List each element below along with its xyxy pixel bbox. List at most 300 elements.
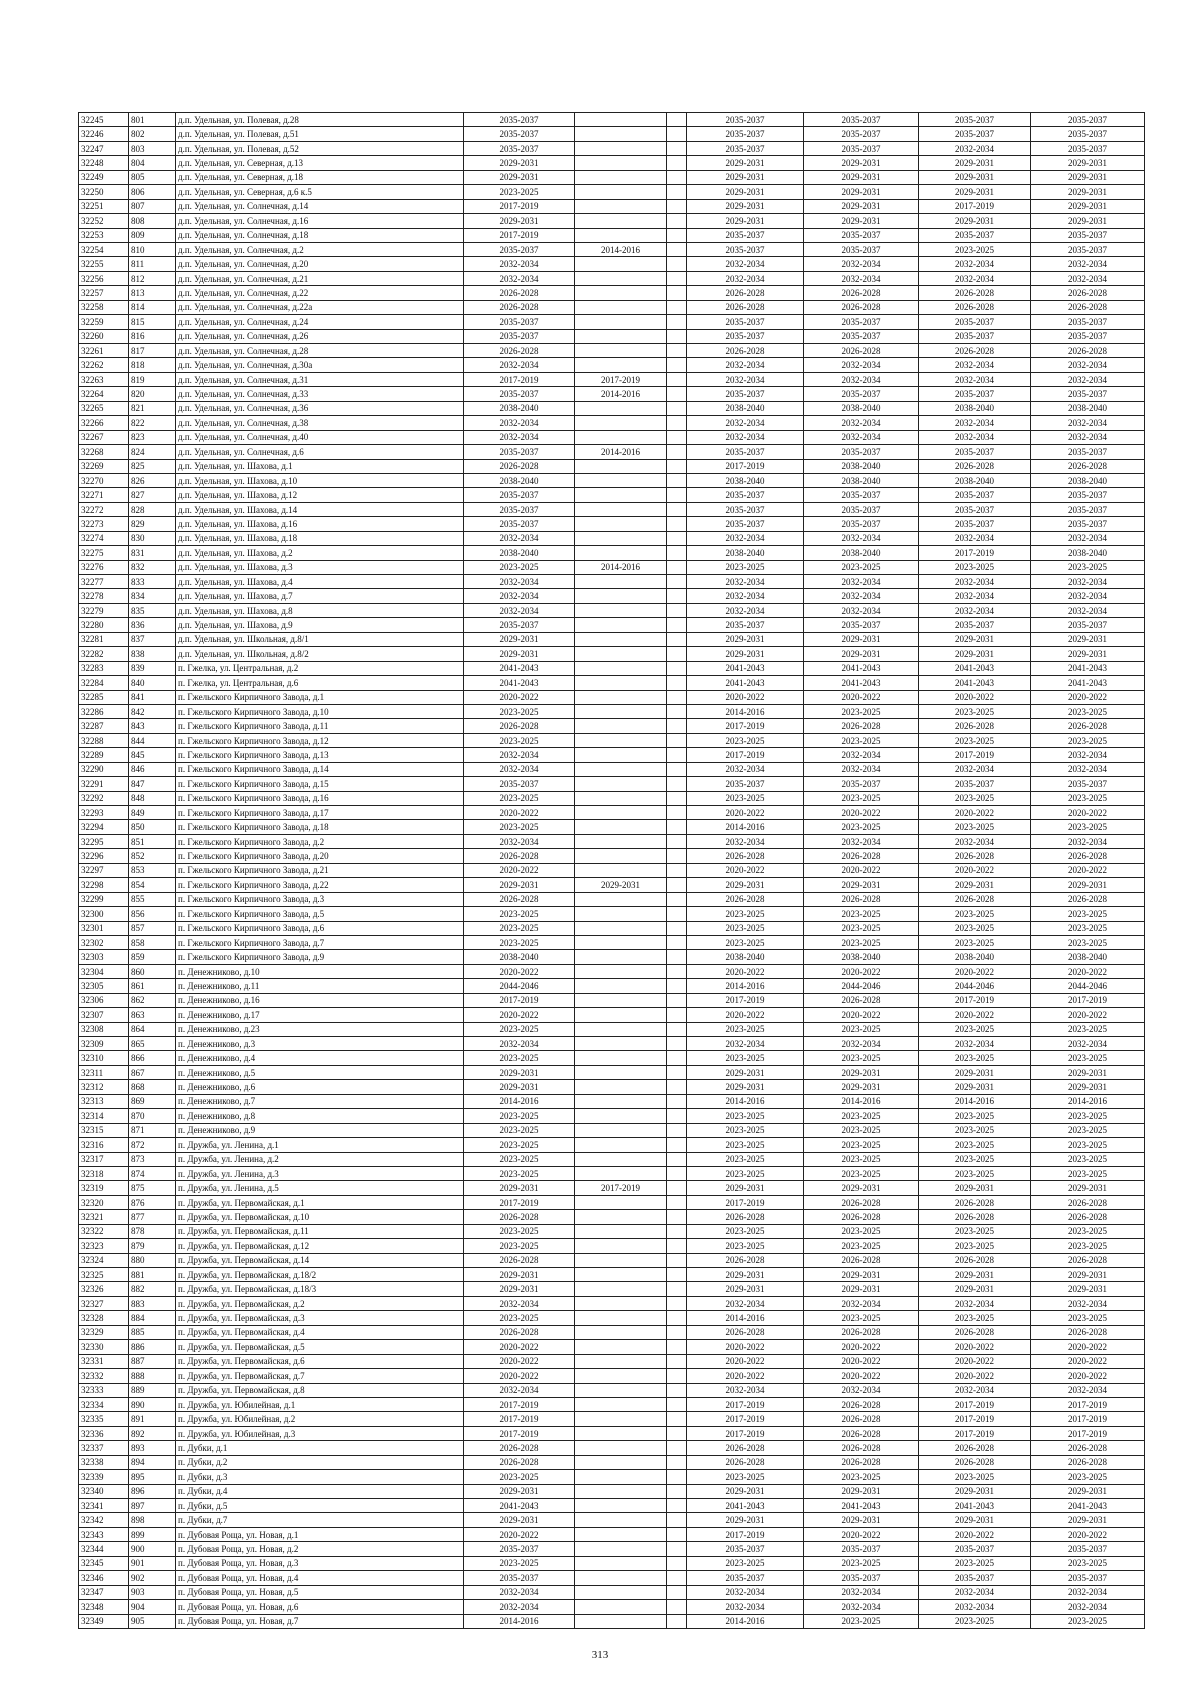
building-number-cell: 870 (129, 1109, 176, 1123)
period-5-cell: 2023-2025 (919, 733, 1031, 747)
row-number-cell: 32273 (79, 517, 129, 531)
period-6-cell: 2023-2025 (1031, 1138, 1145, 1152)
address-cell: п. Денежниково, д.4 (176, 1051, 464, 1065)
period-5-cell: 2038-2040 (919, 473, 1031, 487)
period-2-cell (575, 1022, 667, 1036)
spacer-cell (667, 502, 687, 516)
address-cell: д.п. Удельная, ул. Полевая, д.52 (176, 141, 464, 155)
period-6-cell: 2032-2034 (1031, 531, 1145, 545)
period-1-cell: 2041-2043 (464, 676, 575, 690)
table-row (79, 1542, 1145, 1556)
row-number-cell: 32264 (79, 387, 129, 401)
building-number-cell: 839 (129, 661, 176, 675)
table-row (79, 806, 1145, 820)
period-4-cell: 2026-2028 (804, 1441, 919, 1455)
period-5-cell: 2026-2028 (919, 286, 1031, 300)
period-6-cell: 2029-2031 (1031, 1080, 1145, 1094)
period-5-cell: 2029-2031 (919, 1065, 1031, 1079)
spacer-cell (667, 1556, 687, 1570)
period-2-cell (575, 1138, 667, 1152)
building-number-cell: 802 (129, 127, 176, 141)
spacer-cell (667, 546, 687, 560)
period-5-cell: 2032-2034 (919, 762, 1031, 776)
period-4-cell: 2023-2025 (804, 1138, 919, 1152)
spacer-cell (667, 1354, 687, 1368)
period-5-cell: 2026-2028 (919, 344, 1031, 358)
address-cell: п. Гжельского Кирпичного Завода, д.18 (176, 820, 464, 834)
period-6-cell: 2032-2034 (1031, 430, 1145, 444)
table-row (79, 445, 1145, 459)
building-number-cell: 840 (129, 676, 176, 690)
spacer-cell (667, 473, 687, 487)
row-number-cell: 32277 (79, 575, 129, 589)
period-6-cell: 2026-2028 (1031, 1325, 1145, 1339)
row-number-cell: 32324 (79, 1253, 129, 1267)
table-row (79, 1210, 1145, 1224)
period-2-cell: 2014-2016 (575, 387, 667, 401)
period-4-cell: 2023-2025 (804, 1152, 919, 1166)
period-6-cell: 2035-2037 (1031, 127, 1145, 141)
row-number-cell: 32246 (79, 127, 129, 141)
table-row (79, 1282, 1145, 1296)
period-4-cell: 2038-2040 (804, 401, 919, 415)
period-6-cell: 2023-2025 (1031, 1109, 1145, 1123)
period-2-cell: 2029-2031 (575, 878, 667, 892)
period-2-cell (575, 156, 667, 170)
address-cell: д.п. Удельная, ул. Шахова, д.16 (176, 517, 464, 531)
row-number-cell: 32302 (79, 935, 129, 949)
period-5-cell: 2035-2037 (919, 517, 1031, 531)
table-row (79, 1600, 1145, 1614)
period-6-cell: 2038-2040 (1031, 401, 1145, 415)
period-6-cell: 2032-2034 (1031, 416, 1145, 430)
table-row (79, 1614, 1145, 1628)
period-2-cell (575, 1253, 667, 1267)
spacer-cell (667, 690, 687, 704)
table-row (79, 127, 1145, 141)
address-cell: д.п. Удельная, ул. Солнечная, д.38 (176, 416, 464, 430)
period-3-cell: 2032-2034 (687, 257, 804, 271)
spacer-cell (667, 459, 687, 473)
period-2-cell (575, 1008, 667, 1022)
period-6-cell: 2026-2028 (1031, 1441, 1145, 1455)
spacer-cell (667, 676, 687, 690)
address-cell: п. Дубки, д.3 (176, 1470, 464, 1484)
period-2-cell (575, 1080, 667, 1094)
period-3-cell: 2014-2016 (687, 1614, 804, 1628)
table-row (79, 502, 1145, 516)
period-3-cell: 2020-2022 (687, 1340, 804, 1354)
table-row (79, 214, 1145, 228)
row-number-cell: 32338 (79, 1455, 129, 1469)
period-6-cell: 2023-2025 (1031, 1022, 1145, 1036)
row-number-cell: 32296 (79, 849, 129, 863)
period-2-cell (575, 488, 667, 502)
period-5-cell: 2029-2031 (919, 1268, 1031, 1282)
period-1-cell: 2020-2022 (464, 1340, 575, 1354)
period-5-cell: 2020-2022 (919, 1527, 1031, 1541)
period-6-cell: 2041-2043 (1031, 1499, 1145, 1513)
building-number-cell: 812 (129, 271, 176, 285)
period-2-cell (575, 1513, 667, 1527)
period-2-cell (575, 473, 667, 487)
spacer-cell (667, 445, 687, 459)
period-5-cell: 2032-2034 (919, 589, 1031, 603)
table-row (79, 935, 1145, 949)
address-cell: д.п. Удельная, ул. Шахова, д.4 (176, 575, 464, 589)
period-3-cell: 2017-2019 (687, 748, 804, 762)
period-2-cell (575, 806, 667, 820)
period-6-cell: 2029-2031 (1031, 1268, 1145, 1282)
row-number-cell: 32288 (79, 733, 129, 747)
period-5-cell: 2017-2019 (919, 748, 1031, 762)
period-1-cell: 2026-2028 (464, 1210, 575, 1224)
period-5-cell: 2029-2031 (919, 214, 1031, 228)
period-3-cell: 2026-2028 (687, 286, 804, 300)
period-4-cell: 2029-2031 (804, 170, 919, 184)
address-cell: д.п. Удельная, ул. Солнечная, д.16 (176, 214, 464, 228)
period-3-cell: 2023-2025 (687, 1138, 804, 1152)
building-number-cell: 896 (129, 1484, 176, 1498)
period-1-cell: 2032-2034 (464, 416, 575, 430)
period-5-cell: 2023-2025 (919, 1239, 1031, 1253)
period-5-cell: 2017-2019 (919, 1426, 1031, 1440)
period-6-cell: 2023-2025 (1031, 1311, 1145, 1325)
period-6-cell: 2023-2025 (1031, 1224, 1145, 1238)
period-4-cell: 2014-2016 (804, 1094, 919, 1108)
period-6-cell: 2035-2037 (1031, 1571, 1145, 1585)
period-2-cell (575, 575, 667, 589)
period-2-cell (575, 647, 667, 661)
period-5-cell: 2029-2031 (919, 1484, 1031, 1498)
spacer-cell (667, 1065, 687, 1079)
period-6-cell: 2020-2022 (1031, 863, 1145, 877)
building-number-cell: 852 (129, 849, 176, 863)
period-2-cell (575, 1094, 667, 1108)
building-number-cell: 823 (129, 430, 176, 444)
table-row (79, 1325, 1145, 1339)
period-3-cell: 2023-2025 (687, 1470, 804, 1484)
period-4-cell: 2023-2025 (804, 1109, 919, 1123)
building-number-cell: 806 (129, 185, 176, 199)
row-number-cell: 32268 (79, 445, 129, 459)
period-4-cell: 2038-2040 (804, 950, 919, 964)
period-2-cell (575, 1037, 667, 1051)
building-number-cell: 873 (129, 1152, 176, 1166)
spacer-cell (667, 430, 687, 444)
period-4-cell: 2020-2022 (804, 1008, 919, 1022)
period-4-cell: 2035-2037 (804, 618, 919, 632)
period-4-cell: 2038-2040 (804, 459, 919, 473)
period-1-cell: 2017-2019 (464, 228, 575, 242)
spacer-cell (667, 228, 687, 242)
building-number-cell: 829 (129, 517, 176, 531)
row-number-cell: 32332 (79, 1369, 129, 1383)
period-3-cell: 2020-2022 (687, 690, 804, 704)
period-4-cell: 2023-2025 (804, 1123, 919, 1137)
period-4-cell: 2029-2031 (804, 199, 919, 213)
period-6-cell: 2032-2034 (1031, 271, 1145, 285)
period-1-cell: 2023-2025 (464, 1152, 575, 1166)
table-row (79, 416, 1145, 430)
period-4-cell: 2023-2025 (804, 935, 919, 949)
period-2-cell (575, 964, 667, 978)
building-number-cell: 877 (129, 1210, 176, 1224)
period-6-cell: 2035-2037 (1031, 618, 1145, 632)
period-6-cell: 2035-2037 (1031, 113, 1145, 127)
row-number-cell: 32337 (79, 1441, 129, 1455)
period-3-cell: 2017-2019 (687, 993, 804, 1007)
table-row (79, 199, 1145, 213)
table-row (79, 1571, 1145, 1585)
address-cell: п. Гжелка, ул. Центральная, д.2 (176, 661, 464, 675)
building-number-cell: 885 (129, 1325, 176, 1339)
period-6-cell: 2020-2022 (1031, 806, 1145, 820)
address-cell: д.п. Удельная, ул. Солнечная, д.20 (176, 257, 464, 271)
row-number-cell: 32349 (79, 1614, 129, 1628)
period-3-cell: 2023-2025 (687, 1556, 804, 1570)
period-3-cell: 2032-2034 (687, 531, 804, 545)
period-4-cell: 2023-2025 (804, 1166, 919, 1180)
period-4-cell: 2032-2034 (804, 762, 919, 776)
period-1-cell: 2029-2031 (464, 1484, 575, 1498)
period-6-cell: 2020-2022 (1031, 1527, 1145, 1541)
period-5-cell: 2038-2040 (919, 401, 1031, 415)
spacer-cell (667, 315, 687, 329)
period-5-cell: 2032-2034 (919, 575, 1031, 589)
spacer-cell (667, 1527, 687, 1541)
period-4-cell: 2029-2031 (804, 156, 919, 170)
period-2-cell: 2014-2016 (575, 445, 667, 459)
period-3-cell: 2029-2031 (687, 199, 804, 213)
period-4-cell: 2035-2037 (804, 127, 919, 141)
period-2-cell (575, 618, 667, 632)
table-row (79, 401, 1145, 415)
period-5-cell: 2017-2019 (919, 1397, 1031, 1411)
period-2-cell (575, 344, 667, 358)
period-2-cell (575, 1412, 667, 1426)
period-3-cell: 2020-2022 (687, 1369, 804, 1383)
period-1-cell: 2014-2016 (464, 1614, 575, 1628)
row-number-cell: 32336 (79, 1426, 129, 1440)
period-4-cell: 2026-2028 (804, 892, 919, 906)
period-5-cell: 2023-2025 (919, 560, 1031, 574)
period-3-cell: 2035-2037 (687, 618, 804, 632)
period-4-cell: 2035-2037 (804, 242, 919, 256)
period-3-cell: 2023-2025 (687, 1022, 804, 1036)
row-number-cell: 32261 (79, 344, 129, 358)
spacer-cell (667, 560, 687, 574)
period-5-cell: 2032-2034 (919, 1037, 1031, 1051)
period-4-cell: 2026-2028 (804, 1195, 919, 1209)
period-5-cell: 2023-2025 (919, 1224, 1031, 1238)
period-2-cell (575, 1224, 667, 1238)
period-5-cell: 2035-2037 (919, 329, 1031, 343)
building-number-cell: 886 (129, 1340, 176, 1354)
period-1-cell: 2032-2034 (464, 762, 575, 776)
period-3-cell: 2029-2031 (687, 632, 804, 646)
period-5-cell: 2017-2019 (919, 993, 1031, 1007)
building-number-cell: 856 (129, 907, 176, 921)
period-2-cell (575, 300, 667, 314)
period-4-cell: 2020-2022 (804, 1340, 919, 1354)
address-cell: п. Гжельского Кирпичного Завода, д.12 (176, 733, 464, 747)
address-cell: п. Дубовая Роща, ул. Новая, д.3 (176, 1556, 464, 1570)
period-3-cell: 2017-2019 (687, 1397, 804, 1411)
period-1-cell: 2026-2028 (464, 459, 575, 473)
period-1-cell: 2035-2037 (464, 387, 575, 401)
row-number-cell: 32297 (79, 863, 129, 877)
spacer-cell (667, 1369, 687, 1383)
spacer-cell (667, 1585, 687, 1599)
period-5-cell: 2041-2043 (919, 1499, 1031, 1513)
address-cell: п. Дружба, ул. Первомайская, д.11 (176, 1224, 464, 1238)
period-3-cell: 2023-2025 (687, 1109, 804, 1123)
period-5-cell: 2032-2034 (919, 834, 1031, 848)
period-1-cell: 2032-2034 (464, 1585, 575, 1599)
address-cell: п. Денежниково, д.17 (176, 1008, 464, 1022)
spacer-cell (667, 661, 687, 675)
period-5-cell: 2020-2022 (919, 806, 1031, 820)
table-row (79, 488, 1145, 502)
address-cell: п. Дружба, ул. Первомайская, д.2 (176, 1296, 464, 1310)
address-cell: д.п. Удельная, ул. Солнечная, д.22 (176, 286, 464, 300)
table-row (79, 113, 1145, 127)
period-2-cell (575, 286, 667, 300)
building-number-cell: 848 (129, 791, 176, 805)
period-3-cell: 2029-2031 (687, 214, 804, 228)
period-2-cell (575, 1354, 667, 1368)
period-3-cell: 2020-2022 (687, 806, 804, 820)
period-5-cell: 2026-2028 (919, 1325, 1031, 1339)
table-row (79, 329, 1145, 343)
period-5-cell: 2035-2037 (919, 618, 1031, 632)
spacer-cell (667, 329, 687, 343)
period-3-cell: 2029-2031 (687, 1181, 804, 1195)
building-number-cell: 881 (129, 1268, 176, 1282)
address-cell: п. Дубовая Роща, ул. Новая, д.2 (176, 1542, 464, 1556)
spacer-cell (667, 849, 687, 863)
period-6-cell: 2038-2040 (1031, 546, 1145, 560)
address-cell: п. Дружба, ул. Первомайская, д.18/3 (176, 1282, 464, 1296)
period-6-cell: 2023-2025 (1031, 921, 1145, 935)
address-cell: п. Денежниково, д.6 (176, 1080, 464, 1094)
address-cell: п. Гжельского Кирпичного Завода, д.2 (176, 834, 464, 848)
period-3-cell: 2020-2022 (687, 964, 804, 978)
period-6-cell: 2032-2034 (1031, 1585, 1145, 1599)
period-4-cell: 2026-2028 (804, 286, 919, 300)
period-3-cell: 2017-2019 (687, 1426, 804, 1440)
spacer-cell (667, 1426, 687, 1440)
period-6-cell: 2032-2034 (1031, 372, 1145, 386)
row-number-cell: 32309 (79, 1037, 129, 1051)
period-5-cell: 2029-2031 (919, 1181, 1031, 1195)
period-3-cell: 2035-2037 (687, 517, 804, 531)
spacer-cell (667, 1600, 687, 1614)
table-row (79, 1527, 1145, 1541)
building-number-cell: 819 (129, 372, 176, 386)
period-5-cell: 2023-2025 (919, 1614, 1031, 1628)
period-4-cell: 2020-2022 (804, 1354, 919, 1368)
spacer-cell (667, 300, 687, 314)
period-1-cell: 2029-2031 (464, 647, 575, 661)
row-number-cell: 32281 (79, 632, 129, 646)
period-5-cell: 2032-2034 (919, 1585, 1031, 1599)
row-number-cell: 32293 (79, 806, 129, 820)
period-3-cell: 2035-2037 (687, 488, 804, 502)
building-number-cell: 887 (129, 1354, 176, 1368)
address-cell: п. Денежниково, д.10 (176, 964, 464, 978)
period-5-cell: 2032-2034 (919, 1296, 1031, 1310)
period-2-cell (575, 1484, 667, 1498)
period-4-cell: 2023-2025 (804, 560, 919, 574)
address-cell: п. Дружба, ул. Первомайская, д.1 (176, 1195, 464, 1209)
period-6-cell: 2032-2034 (1031, 358, 1145, 372)
period-4-cell: 2023-2025 (804, 1239, 919, 1253)
row-number-cell: 32278 (79, 589, 129, 603)
building-number-cell: 804 (129, 156, 176, 170)
row-number-cell: 32294 (79, 820, 129, 834)
spacer-cell (667, 1022, 687, 1036)
period-1-cell: 2026-2028 (464, 344, 575, 358)
period-4-cell: 2029-2031 (804, 632, 919, 646)
address-cell: п. Денежниково, д.23 (176, 1022, 464, 1036)
address-cell: д.п. Удельная, ул. Солнечная, д.40 (176, 430, 464, 444)
building-number-cell: 855 (129, 892, 176, 906)
period-1-cell: 2029-2031 (464, 1268, 575, 1282)
table-row (79, 242, 1145, 256)
table-row (79, 1109, 1145, 1123)
period-1-cell: 2029-2031 (464, 1065, 575, 1079)
period-4-cell: 2026-2028 (804, 300, 919, 314)
period-3-cell: 2032-2034 (687, 603, 804, 617)
table-row (79, 834, 1145, 848)
address-cell: д.п. Удельная, ул. Шахова, д.3 (176, 560, 464, 574)
table-row (79, 517, 1145, 531)
table-row (79, 1080, 1145, 1094)
table-row (79, 921, 1145, 935)
period-3-cell: 2014-2016 (687, 1311, 804, 1325)
period-4-cell: 2029-2031 (804, 185, 919, 199)
spacer-cell (667, 141, 687, 155)
period-4-cell: 2023-2025 (804, 704, 919, 718)
address-cell: п. Денежниково, д.8 (176, 1109, 464, 1123)
spacer-cell (667, 1325, 687, 1339)
building-number-cell: 872 (129, 1138, 176, 1152)
building-number-cell: 833 (129, 575, 176, 589)
period-2-cell (575, 517, 667, 531)
period-4-cell: 2026-2028 (804, 993, 919, 1007)
period-5-cell: 2029-2031 (919, 185, 1031, 199)
period-4-cell: 2035-2037 (804, 502, 919, 516)
row-number-cell: 32340 (79, 1484, 129, 1498)
spacer-cell (667, 1513, 687, 1527)
period-6-cell: 2035-2037 (1031, 445, 1145, 459)
period-3-cell: 2032-2034 (687, 1037, 804, 1051)
spacer-cell (667, 1571, 687, 1585)
period-3-cell: 2032-2034 (687, 589, 804, 603)
period-6-cell: 2023-2025 (1031, 820, 1145, 834)
period-6-cell: 2023-2025 (1031, 1051, 1145, 1065)
period-5-cell: 2023-2025 (919, 1138, 1031, 1152)
building-number-cell: 849 (129, 806, 176, 820)
period-4-cell: 2023-2025 (804, 907, 919, 921)
address-cell: п. Дубки, д.2 (176, 1455, 464, 1469)
period-1-cell: 2035-2037 (464, 242, 575, 256)
spacer-cell (667, 387, 687, 401)
building-number-cell: 830 (129, 531, 176, 545)
period-4-cell: 2032-2034 (804, 1037, 919, 1051)
